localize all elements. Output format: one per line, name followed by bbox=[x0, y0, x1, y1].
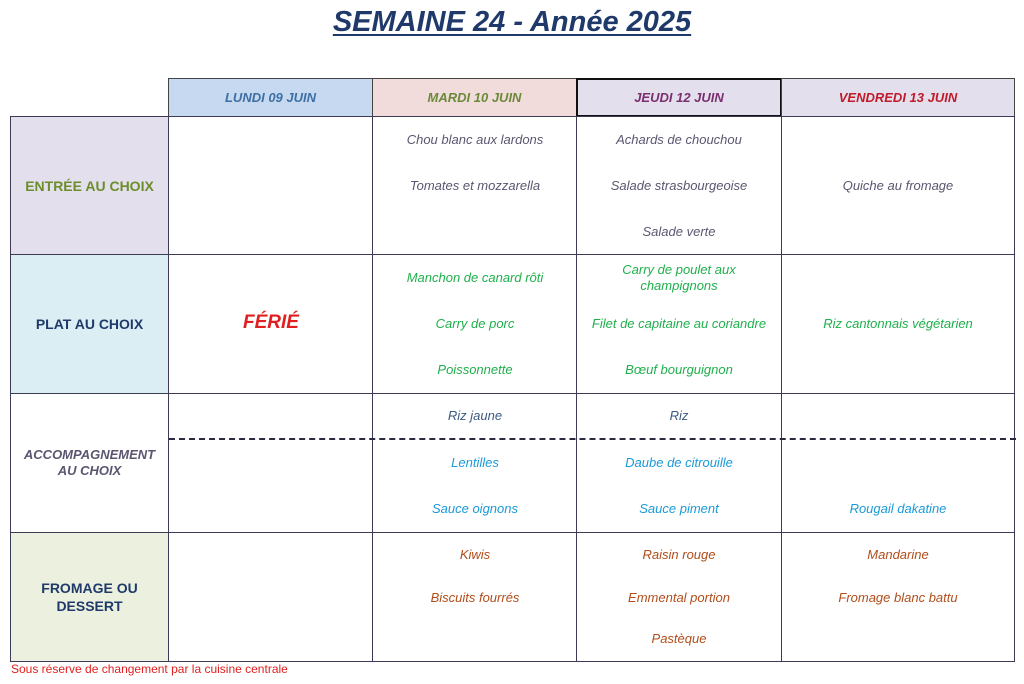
row-label-accompagnement: ACCOMPAGNEMENT AU CHOIX bbox=[10, 393, 169, 533]
mardi-accompagnement-top: Riz jaune bbox=[447, 408, 503, 423]
mardi-accompagnement-2: Sauce oignons bbox=[431, 501, 518, 516]
vendredi-dessert-1: Mandarine bbox=[867, 547, 929, 562]
jeudi-accompagnement-1: Daube de citrouille bbox=[625, 455, 733, 470]
mardi-dessert-2: Biscuits fourrés bbox=[430, 590, 520, 605]
accompagnement-divider bbox=[169, 438, 1016, 440]
header-vendredi: VENDREDI 13 JUIN bbox=[781, 78, 1015, 117]
cell-lundi-accompagnement bbox=[168, 393, 373, 533]
cell-lundi-entree bbox=[168, 116, 373, 255]
header-jeudi: JEUDI 12 JUIN bbox=[576, 78, 782, 117]
page-title: SEMAINE 24 - Année 2025 bbox=[332, 6, 692, 38]
vendredi-accompagnement-1: Rougail dakatine bbox=[849, 501, 947, 516]
jeudi-plat-1: Carry de poulet aux champignons bbox=[622, 262, 736, 293]
mardi-dessert-1: Kiwis bbox=[459, 547, 491, 562]
header-mardi: MARDI 10 JUIN bbox=[372, 78, 577, 117]
jeudi-entree-2: Salade strasbourgeoise bbox=[610, 178, 748, 193]
jeudi-entree-1: Achards de chouchou bbox=[616, 132, 742, 147]
header-lundi: LUNDI 09 JUIN bbox=[168, 78, 373, 117]
jeudi-entree-3: Salade verte bbox=[642, 224, 716, 239]
jeudi-accompagnement-top: Riz bbox=[669, 408, 689, 423]
mardi-plat-3: Poissonnette bbox=[437, 362, 513, 377]
mardi-plat-2: Carry de porc bbox=[435, 316, 515, 331]
ferie-label: FÉRIÉ bbox=[243, 312, 299, 333]
jeudi-dessert-3: Pastèque bbox=[651, 631, 707, 646]
jeudi-accompagnement-2: Sauce piment bbox=[639, 501, 719, 516]
mardi-entree-1: Chou blanc aux lardons bbox=[406, 132, 544, 147]
jeudi-dessert-2: Emmental portion bbox=[628, 590, 730, 605]
row-label-entree: ENTRÉE AU CHOIX bbox=[10, 116, 169, 255]
cell-lundi-dessert bbox=[168, 532, 373, 662]
vendredi-dessert-2: Fromage blanc battu bbox=[838, 590, 958, 605]
mardi-plat-1: Manchon de canard rôti bbox=[406, 270, 544, 285]
jeudi-plat-2: Filet de capitaine au coriandre bbox=[591, 316, 767, 331]
vendredi-plat-1: Riz cantonnais végétarien bbox=[823, 316, 973, 331]
jeudi-dessert-1: Raisin rouge bbox=[642, 547, 716, 562]
jeudi-plat-3: Bœuf bourguignon bbox=[625, 362, 733, 377]
mardi-entree-2: Tomates et mozzarella bbox=[409, 178, 541, 193]
row-label-dessert: FROMAGE OU DESSERT bbox=[10, 532, 169, 662]
mardi-accompagnement-1: Lentilles bbox=[451, 455, 499, 470]
vendredi-entree-1: Quiche au fromage bbox=[842, 178, 954, 193]
row-label-plat: PLAT AU CHOIX bbox=[10, 254, 169, 394]
disclaimer-footer: Sous réserve de changement par la cuisine centrale bbox=[11, 662, 288, 676]
